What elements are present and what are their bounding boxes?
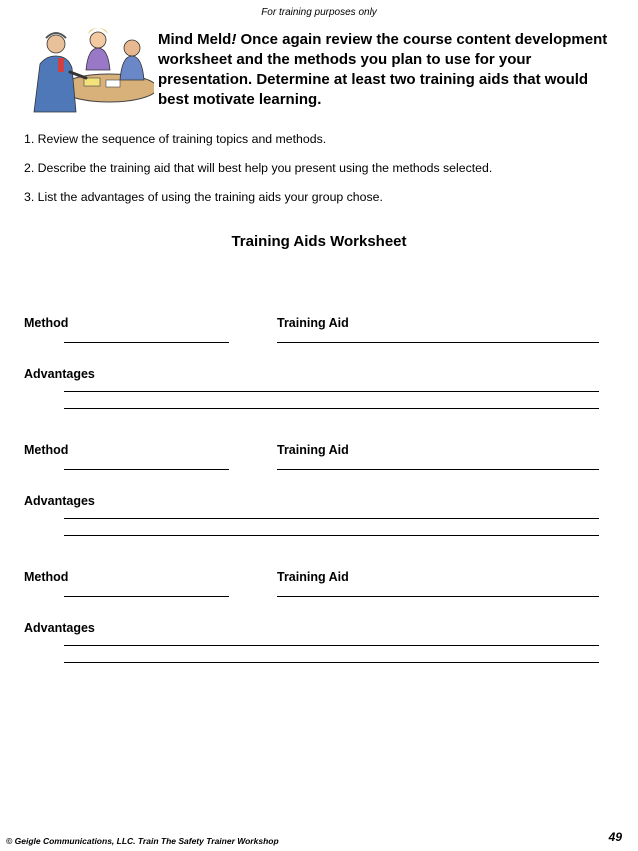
advantages-label: Advantages (24, 621, 95, 635)
training-aid-label: Training Aid (277, 570, 349, 584)
copyright-footer: © Geigle Communications, LLC. Train The Safety Trainer Workshop (6, 836, 279, 846)
training-aid-blank-line[interactable] (277, 342, 599, 343)
instruction-step: 2. Describe the training aid that will best help you present using the methods selected. (24, 161, 493, 175)
training-aid-blank-line[interactable] (277, 469, 599, 470)
advantages-label: Advantages (24, 367, 95, 381)
method-blank-line[interactable] (64, 469, 229, 470)
mind-meld-lead: Mind Meld (158, 31, 232, 48)
mind-meld-text: Once again review the course content development worksheet and the methods you plan to use for your presentation. Determine at least two training aids that would best motivate learning. (158, 31, 608, 108)
worksheet-title: Training Aids Worksheet (231, 233, 407, 250)
method-label: Method (24, 316, 69, 330)
advantages-blank-line[interactable] (64, 518, 599, 519)
advantages-label: Advantages (24, 494, 95, 508)
advantages-blank-line[interactable] (64, 662, 599, 663)
mind-meld-instructions (158, 30, 618, 110)
instruction-step: 1. Review the sequence of training topics and methods. (24, 132, 327, 146)
instruction-step: 3. List the advantages of using the training aids your group chose. (24, 190, 383, 204)
training-aid-label: Training Aid (277, 443, 349, 457)
advantages-blank-line[interactable] (64, 645, 599, 646)
meeting-clipart-image (14, 18, 154, 114)
method-label: Method (24, 443, 69, 457)
advantages-blank-line[interactable] (64, 408, 599, 409)
method-label: Method (24, 570, 69, 584)
mind-meld-exclamation: ! (231, 31, 237, 48)
training-purposes-note: For training purposes only (261, 7, 377, 18)
instruction-steps (24, 130, 492, 217)
page-number: 49 (608, 830, 622, 844)
training-aid-blank-line[interactable] (277, 596, 599, 597)
worksheet-entry-1 (0, 316, 638, 436)
method-blank-line[interactable] (64, 342, 229, 343)
training-aid-label: Training Aid (277, 316, 349, 330)
advantages-blank-line[interactable] (64, 391, 599, 392)
method-blank-line[interactable] (64, 596, 229, 597)
advantages-blank-line[interactable] (64, 535, 599, 536)
worksheet-entry-2 (0, 443, 638, 563)
worksheet-entry-3 (0, 570, 638, 690)
